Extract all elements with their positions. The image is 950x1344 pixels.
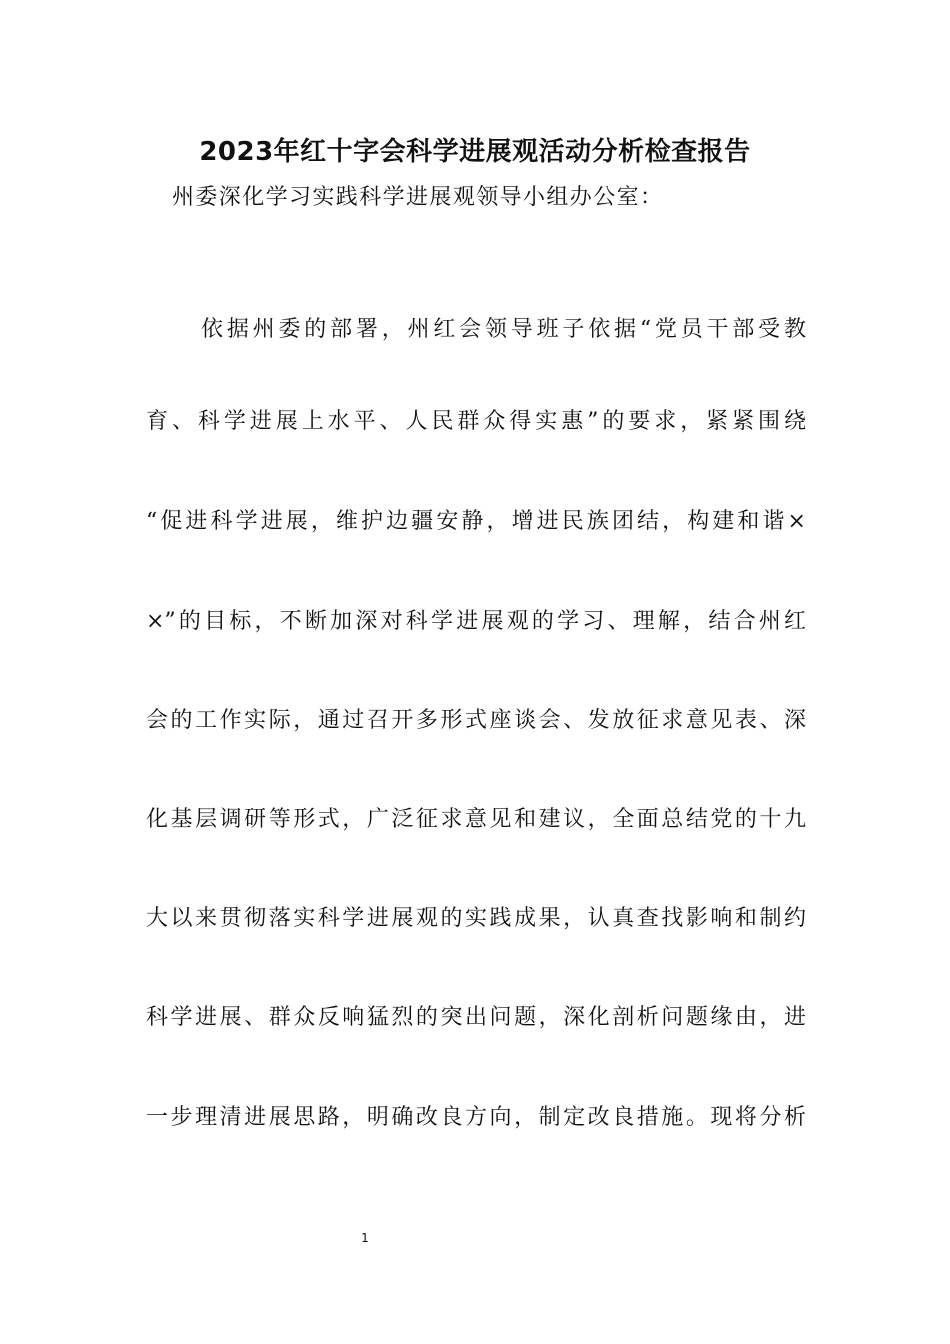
page-number: 1 — [361, 1231, 369, 1245]
salutation: 州委深化学习实践科学进展观领导小组办公室： — [172, 185, 664, 210]
body-line: 一步理清进展思路，明确改良方向，制定改良措施。现将分析 — [146, 1105, 806, 1130]
body-line: 育、科学进展上水平、人民群众得实惠”的要求，紧紧围绕 — [146, 409, 806, 434]
body-line: 会的工作实际，通过召开多形式座谈会、发放征求意见表、深 — [146, 708, 806, 733]
body-line: 大以来贯彻落实科学进展观的实践成果，认真查找影响和制约 — [146, 906, 806, 931]
body-line: 依据州委的部署，州红会领导班子依据“党员干部受教 — [201, 317, 806, 342]
body-line: 科学进展、群众反响猛烈的突出问题，深化剖析问题缘由，进 — [146, 1005, 806, 1030]
body-line: 化基层调研等形式，广泛征求意见和建议，全面总结党的十九 — [146, 807, 806, 832]
body-line: “促进科学进展，维护边疆安静，增进民族团结，构建和谐× — [146, 509, 806, 534]
body-line: ×”的目标，不断加深对科学进展观的学习、理解，结合州红 — [146, 609, 806, 634]
document-title: 2023年红十字会科学进展观活动分析检查报告 — [199, 137, 751, 167]
